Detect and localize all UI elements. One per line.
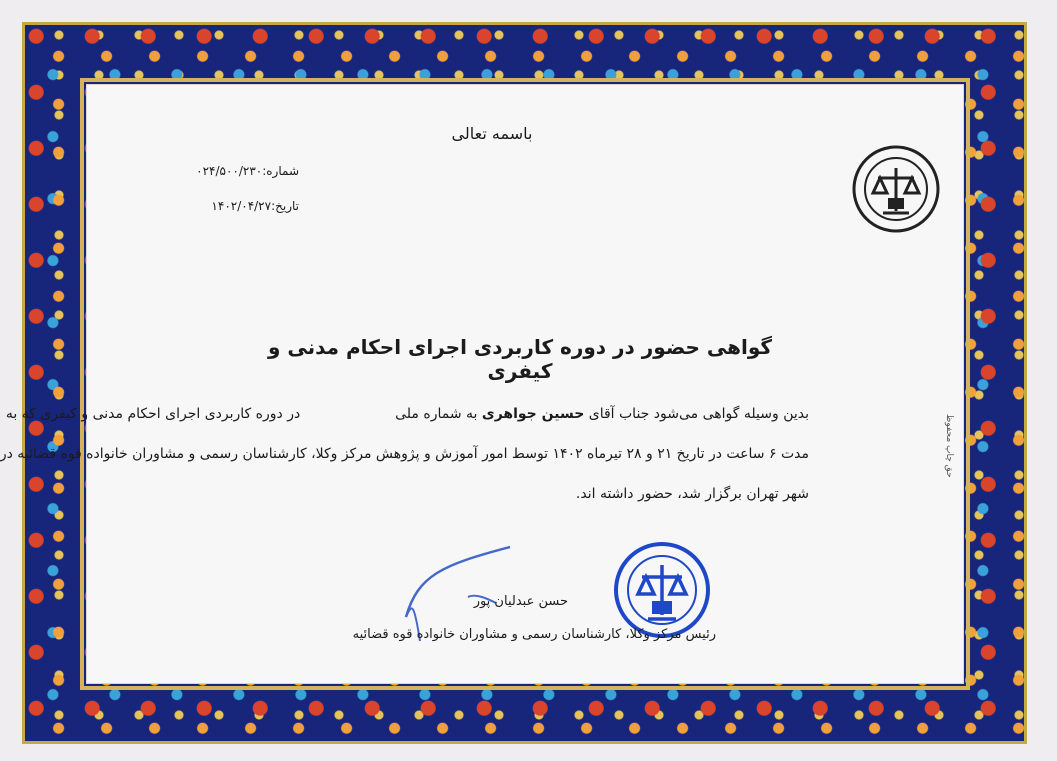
bottom-seal-icon [612,540,712,640]
basmala: باسمه تعالی [451,124,533,143]
print-mark: حق چاپ محفوظ [944,414,954,478]
certificate-number: شماره:۰۲۴/۵۰۰/۲۳۰ [196,164,299,178]
certificate-body-line-2: مدت ۶ ساعت در تاریخ ۲۱ و ۲۸ تیرماه ۱۴۰۲ توسط امور آموزش و پژوهش مرکز وکلا، کارشناسان رسمی و مشاوران خانواده قوه قضائیه در [0,446,809,462]
top-seal-icon [850,143,942,235]
body-text-part-2: به شماره ملی [395,406,478,422]
body-text-part-1: بدین وسیله گواهی می‌شود جناب آقای [588,406,809,422]
body-text-part-3: در دوره کاربردی اجرای احکام مدنی و کیفری که به [5,406,301,422]
certificate-date: تاریخ:۱۴۰۲/۰۴/۲۷ [211,199,299,213]
signer-role: رئیس مرکز وکلا، کارشناسان رسمی و مشاوران خانواده قوه قضائیه [352,627,716,642]
certificate-title: گواهی حضور در دوره کاربردی اجرای احکام مدنی و کیفری [267,335,773,383]
certificate-body-line-3: شهر تهران برگزار شد، حضور داشته اند. [575,486,809,502]
certificate-body-line-1 [5,406,809,422]
signer-name: حسن عبدلیان پور [473,594,568,609]
recipient-name: حسین جواهری [481,406,585,422]
